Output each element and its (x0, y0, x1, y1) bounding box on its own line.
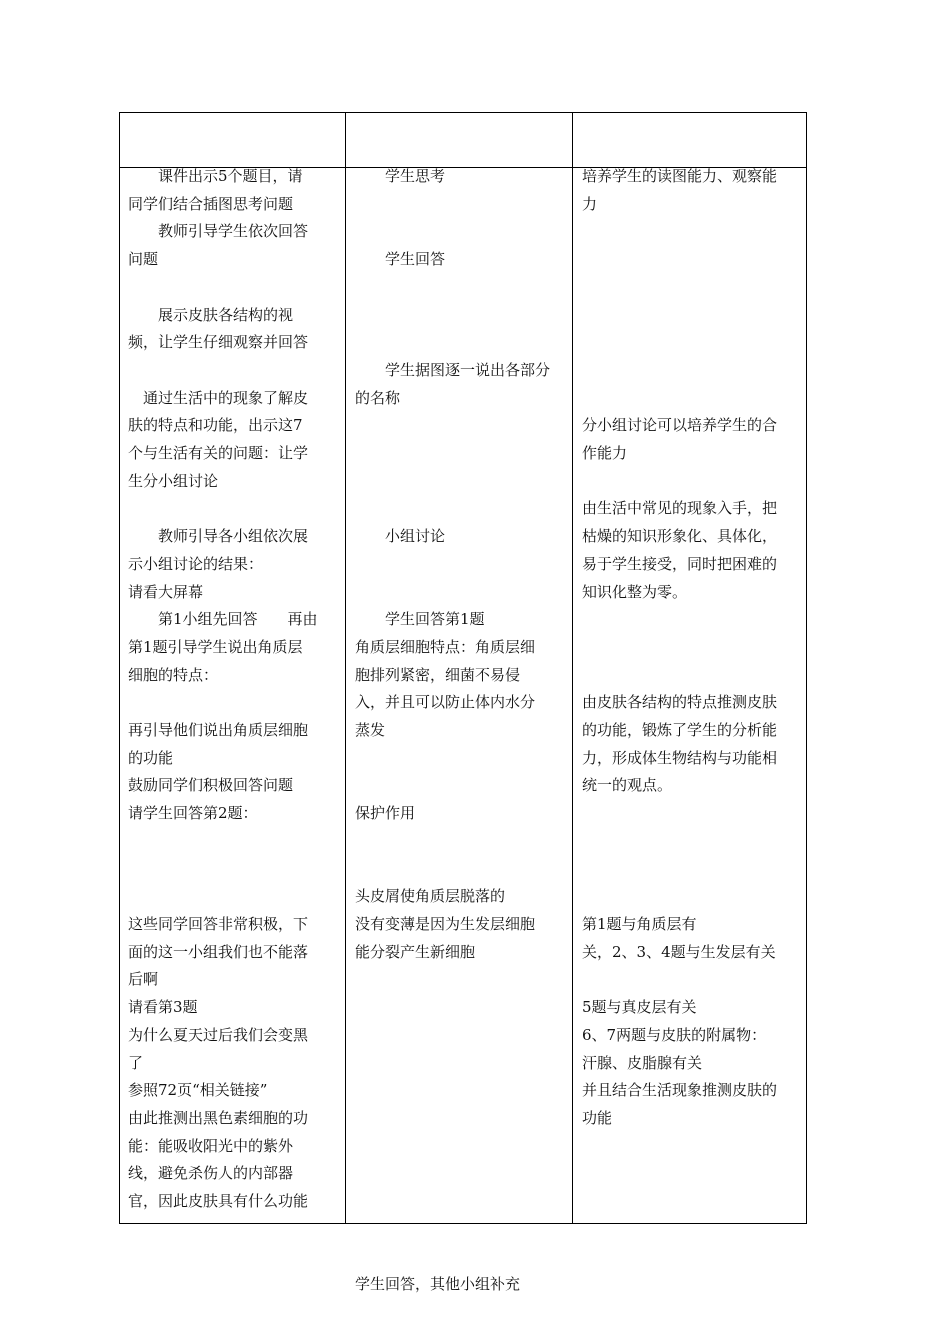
text-line: 教师引导学生依次回答 (128, 222, 309, 241)
text-line (355, 856, 567, 884)
text-line (355, 1050, 567, 1078)
text-line: 胞排列紧密，细菌不易侵 (355, 665, 521, 684)
text-line (355, 966, 567, 994)
text-line (582, 385, 802, 413)
text-line (128, 495, 340, 523)
text-line (582, 966, 802, 994)
text-line: 由生活中常见的现象入手，把 (582, 499, 778, 518)
text-line (355, 1105, 567, 1133)
text-line: 没有变薄是因为生发层细胞 (355, 914, 536, 933)
text-line: 官，因此皮肤具有什么功能 (128, 1192, 309, 1211)
text-line (355, 1188, 567, 1216)
text-line: 学生思考 (355, 167, 446, 185)
text-line: 这些同学回答非常积极，下 (128, 914, 309, 933)
text-line (582, 634, 802, 662)
text-line (582, 357, 802, 385)
text-line (355, 772, 567, 800)
text-line: 请看大屏幕 (128, 582, 204, 601)
text-line: 为什么夏天过后我们会变黑 (128, 1025, 309, 1044)
text-line: 细胞的特点： (128, 665, 219, 684)
text-line: 能分裂产生新细胞 (355, 942, 476, 961)
text-line: 功能 (582, 1108, 613, 1127)
text-line: 第1题与角质层有 (582, 914, 697, 933)
text-line: 力，形成体生物结构与功能相 (582, 748, 778, 767)
text-line: 参照72页“相关链接” (128, 1081, 268, 1100)
text-line (355, 994, 567, 1022)
text-line (582, 800, 802, 828)
text-line (582, 329, 802, 357)
text-line: 学生回答，其他小组补充 (355, 1275, 521, 1294)
text-line: 教师引导各小组依次展 (128, 527, 309, 546)
text-line: 学生回答第1题 (355, 610, 485, 629)
column-divider-2 (572, 112, 573, 1224)
text-line: 力 (582, 194, 598, 213)
text-line (355, 1133, 567, 1161)
text-line: 蒸发 (355, 721, 386, 740)
text-line (355, 468, 567, 496)
text-line: 学生回答 (355, 250, 446, 269)
text-line (582, 302, 802, 330)
text-line (355, 745, 567, 773)
text-line (355, 551, 567, 579)
text-line: 保护作用 (355, 804, 416, 823)
text-line: 的功能 (128, 748, 174, 767)
text-line: 汗腺、皮脂腺有关 (582, 1053, 703, 1072)
text-line: 展示皮肤各结构的视 (128, 305, 294, 324)
student-activity-column (355, 163, 567, 1299)
text-line (582, 246, 802, 274)
text-line (582, 662, 802, 690)
text-line: 关，2、3、4题与生发层有关 (582, 942, 776, 961)
text-line (355, 1077, 567, 1105)
text-line (355, 274, 567, 302)
text-line: 枯燥的知识形象化、具体化， (582, 527, 778, 546)
text-line: 知识化整为零。 (582, 582, 688, 601)
text-line: 学生据图逐一说出各部分 (355, 360, 551, 379)
text-line (355, 218, 567, 246)
text-line (128, 274, 340, 302)
text-line: 角质层细胞特点：角质层细 (355, 637, 536, 656)
text-line (582, 856, 802, 884)
text-line: 同学们结合插图思考问题 (128, 194, 294, 213)
text-line: 肤的特点和功能，出示这7 (128, 416, 303, 435)
text-line: 再引导他们说出角质层细胞 (128, 721, 309, 740)
text-line: 头皮屑使角质层脱落的 (355, 887, 506, 906)
text-line: 频，让学生仔细观察并回答 (128, 333, 309, 352)
text-line (355, 1216, 567, 1244)
text-line: 由皮肤各结构的特点推测皮肤 (582, 693, 778, 712)
column-divider-1 (345, 112, 346, 1224)
text-line (355, 1022, 567, 1050)
text-line (128, 357, 340, 385)
text-line: 并且结合生活现象推测皮肤的 (582, 1081, 778, 1100)
text-line: 分小组讨论可以培养学生的合 (582, 416, 778, 435)
text-line: 个与生活有关的问题：让学 (128, 444, 309, 463)
text-line (128, 689, 340, 717)
text-line (582, 828, 802, 856)
text-line: 面的这一小组我们也不能落 (128, 942, 309, 961)
text-line: 鼓励同学们积极回答问题 (128, 776, 294, 795)
text-line: 5题与真皮层有关 (582, 998, 697, 1017)
text-line: 后啊 (128, 970, 159, 989)
text-line (355, 191, 567, 219)
text-line (355, 579, 567, 607)
text-line (582, 883, 802, 911)
text-line (582, 468, 802, 496)
text-line: 第1题引导学生说出角质层 (128, 637, 303, 656)
text-line: 的名称 (355, 388, 401, 407)
text-line (355, 302, 567, 330)
text-line: 易于学生接受，同时把困难的 (582, 554, 778, 573)
text-line: 问题 (128, 250, 159, 269)
text-line (355, 440, 567, 468)
text-line: 作能力 (582, 444, 628, 463)
text-line: 第1小组先回答 再由 (128, 610, 318, 629)
text-line (355, 412, 567, 440)
text-line: 能：能吸收阳光中的紫外 (128, 1136, 294, 1155)
text-line: 课件出示5个题目，请 (128, 167, 303, 185)
text-line (355, 1243, 567, 1271)
text-line: 请看第3题 (128, 998, 198, 1017)
text-line: 了 (128, 1053, 144, 1072)
text-line: 通过生活中的现象了解皮 (128, 388, 309, 407)
text-line: 入，并且可以防止体内水分 (355, 693, 536, 712)
text-line: 的功能，锻炼了学生的分析能 (582, 721, 778, 740)
text-line (582, 606, 802, 634)
text-line (355, 828, 567, 856)
text-line (355, 1160, 567, 1188)
text-line: 由此推测出黑色素细胞的功 (128, 1108, 309, 1127)
text-line: 培养学生的读图能力、观察能 (582, 167, 778, 185)
text-line (128, 828, 340, 856)
text-line: 线，避免杀伤人的内部器 (128, 1164, 294, 1183)
text-line (355, 495, 567, 523)
text-line: 生分小组讨论 (128, 471, 219, 490)
text-line (582, 274, 802, 302)
text-line: 请学生回答第2题： (128, 804, 258, 823)
text-line: 统一的观点。 (582, 776, 673, 795)
text-line: 示小组讨论的结果： (128, 554, 264, 573)
text-line (582, 218, 802, 246)
design-intent-column (582, 163, 802, 1133)
text-line: 小组讨论 (355, 527, 446, 546)
text-line (355, 329, 567, 357)
teacher-activity-column (128, 163, 340, 1216)
text-line (128, 856, 340, 884)
text-line: 6、7两题与皮肤的附属物： (582, 1025, 767, 1044)
text-line (128, 883, 340, 911)
